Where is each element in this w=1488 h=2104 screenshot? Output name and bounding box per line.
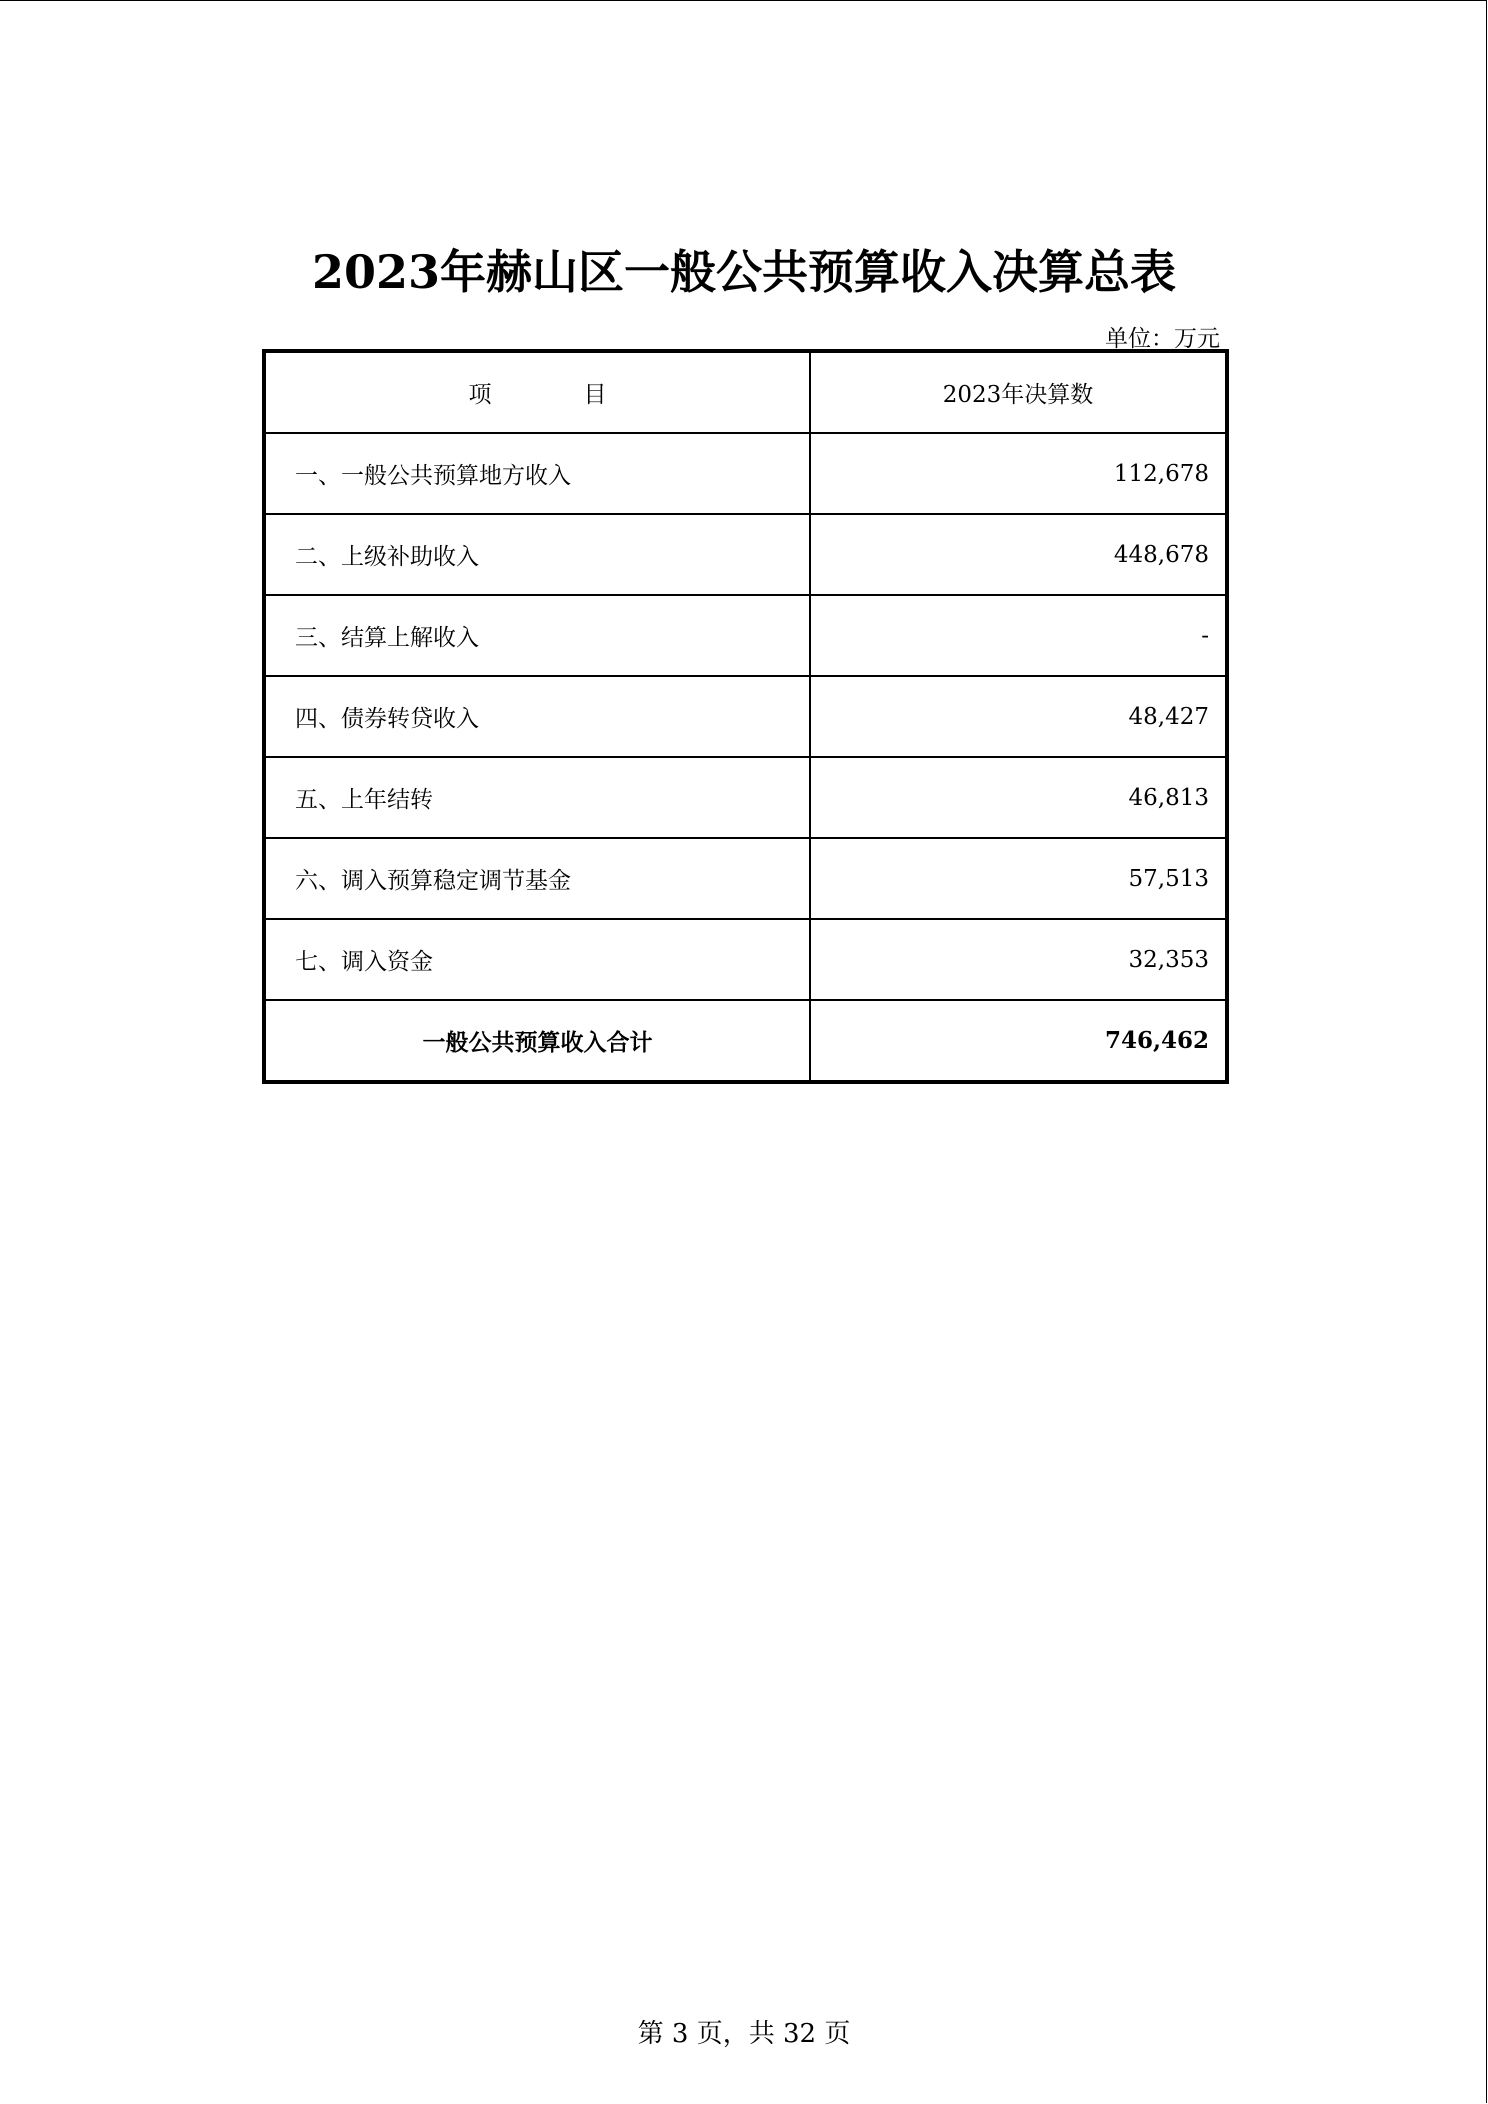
table-row [264,595,1227,676]
table-row [264,514,1227,595]
row-value: - [810,595,1227,676]
row-value: 46,813 [810,757,1227,838]
row-value: 448,678 [810,514,1227,595]
row-value: 32,353 [810,919,1227,1000]
header-value-cell: 2023年决算数 [810,351,1227,433]
table-row [264,919,1227,1000]
header-item-right: 目 [583,382,607,408]
row-value: 57,513 [810,838,1227,919]
table-header-row [264,351,1227,433]
unit-label: 单位：万元 [1105,326,1220,352]
row-item: 六、调入预算稳定调节基金 [264,838,810,919]
table-total-row [264,1000,1227,1082]
table-row [264,757,1227,838]
table-row [264,676,1227,757]
row-item: 四、债券转贷收入 [264,676,810,757]
budget-table [262,349,1229,1084]
table-row [264,433,1227,514]
document-title: 2023年赫山区一般公共预算收入决算总表 [311,245,1177,299]
header-item-cell [264,351,810,433]
row-value: 112,678 [810,433,1227,514]
row-item: 二、上级补助收入 [264,514,810,595]
table-row [264,838,1227,919]
row-value: 48,427 [810,676,1227,757]
row-item: 一、一般公共预算地方收入 [264,433,810,514]
total-value: 746,462 [810,1000,1227,1082]
total-item: 一般公共预算收入合计 [264,1000,810,1082]
header-item-left: 项 [468,382,492,408]
page-footer: 第 3 页，共 32 页 [637,2019,851,2049]
row-item: 七、调入资金 [264,919,810,1000]
row-item: 五、上年结转 [264,757,810,838]
row-item: 三、结算上解收入 [264,595,810,676]
